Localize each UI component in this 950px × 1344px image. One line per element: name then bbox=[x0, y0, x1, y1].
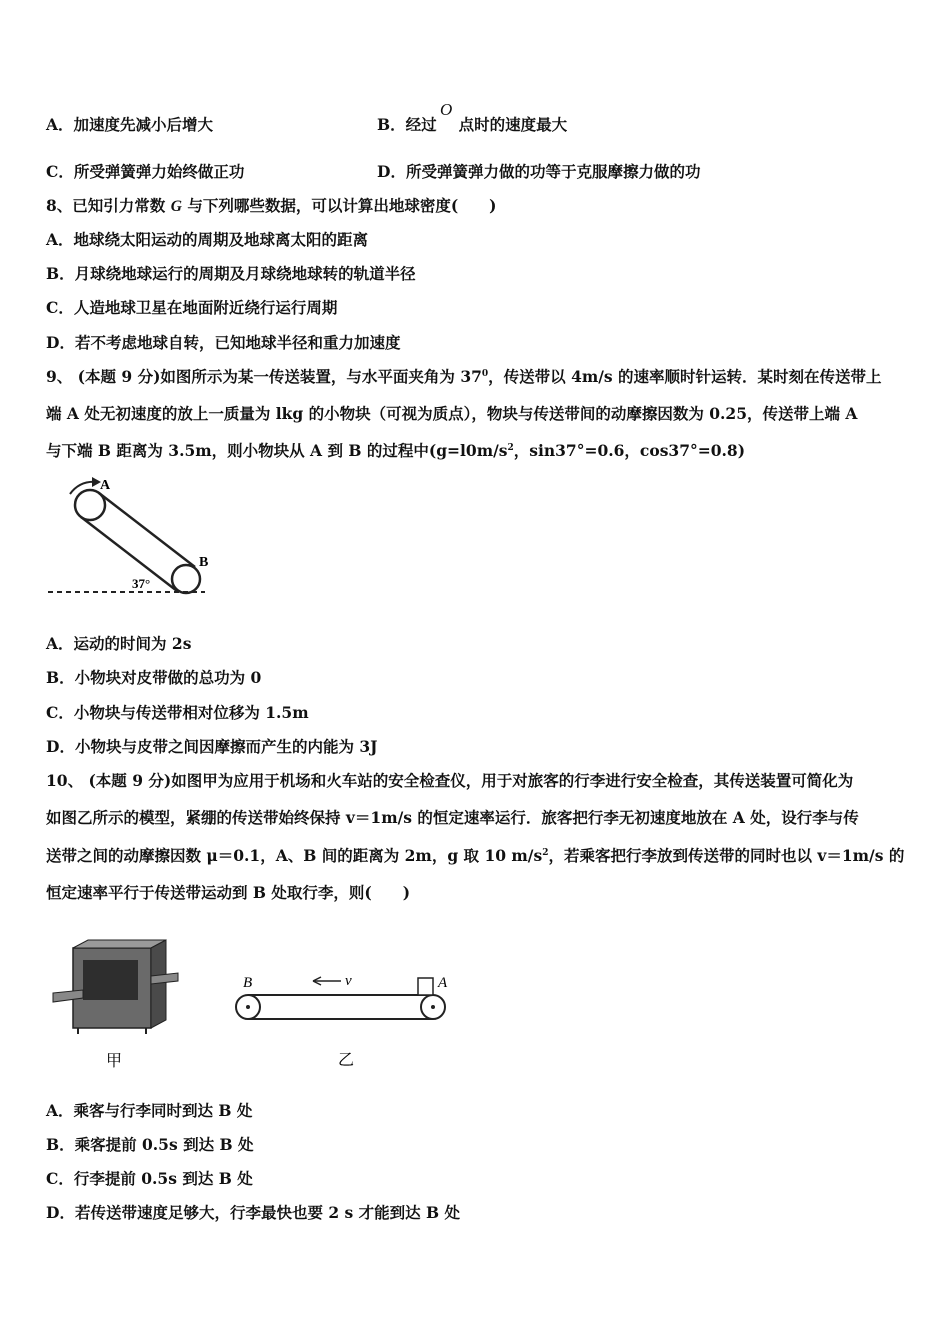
q8-stem-suffix: 与下列哪些数据，可以计算出地球密度( ) bbox=[187, 196, 497, 215]
q7-option-a: A．加速度先减小后增大 bbox=[46, 115, 214, 134]
q8-option-a: A．地球绕太阳运动的周期及地球离太阳的距离 bbox=[46, 230, 369, 249]
q9-line1-tail: ，传送带以 4m/s 的速率顺时针运转．某时刻在传送带上 bbox=[488, 367, 882, 386]
point-o-symbol: O bbox=[440, 100, 453, 119]
scanner-top bbox=[73, 940, 166, 948]
q10-option-a: A．乘客与行李同时到达 B 处 bbox=[46, 1101, 253, 1120]
pulley-b bbox=[172, 565, 200, 593]
q8-stem bbox=[46, 196, 496, 217]
q10-stem-line-3 bbox=[46, 846, 904, 866]
q10-stem-line-4: 恒定速率平行于传送带运动到 B 处取行李，则( ) bbox=[46, 883, 411, 902]
q8-stem-prefix: 8、已知引力常数 bbox=[46, 196, 166, 215]
conveyor-incline-figure bbox=[40, 472, 220, 602]
q9-option-a: A．运动的时间为 2s bbox=[46, 634, 192, 653]
q9-line3-text: 与下端 B 距离为 3.5m，则小物块从 A 到 B 的过程中(g=l0m/s bbox=[46, 441, 508, 460]
q10-line3-text: 送带之间的动摩擦因数 μ＝0.1，A、B 间的距离为 2m，g 取 10 m/s bbox=[46, 846, 543, 865]
q9-stem-line-3 bbox=[46, 441, 745, 461]
caption-yi: 乙 bbox=[338, 1052, 355, 1069]
q9-stem-line-2: 端 A 处无初速度的放上一质量为 lkg 的小物块（可视为质点），物块与传送带间的动摩擦因数为 0.25，传送带上端 A bbox=[46, 404, 858, 423]
conveyor-model-figure bbox=[225, 965, 465, 1075]
q7-option-d: D．所受弹簧弹力做的功等于克服摩擦力做的功 bbox=[377, 162, 701, 181]
q10-option-b: B．乘客提前 0.5s 到达 B 处 bbox=[46, 1135, 254, 1154]
belt-upper bbox=[99, 493, 195, 567]
q10-stem-line-2: 如图乙所示的模型，紧绷的传送带始终保持 v＝1m/s 的恒定速率运行．旅客把行李无初速度地放在 A 处，设行李与传 bbox=[46, 808, 859, 827]
security-scanner-figure bbox=[48, 938, 183, 1073]
label-a: A bbox=[100, 478, 111, 493]
q7-option-b-suffix: 点时的速度最大 bbox=[458, 115, 568, 134]
q8-option-d: D．若不考虑地球自转，已知地球半径和重力加速度 bbox=[46, 333, 401, 352]
q9-line1-text: 9、 (本题 9 分)如图所示为某一传送装置，与水平面夹角为 37 bbox=[46, 367, 482, 386]
caption-jia: 甲 bbox=[106, 1053, 123, 1070]
pulley-left-axle bbox=[246, 1005, 250, 1009]
label-v: v bbox=[345, 973, 352, 989]
q9-option-c: C．小物块与传送带相对位移为 1.5m bbox=[46, 703, 309, 722]
square-superscript: 2 bbox=[542, 847, 549, 858]
q10-option-d: D．若传送带速度足够大，行李最快也要 2 s 才能到达 B 处 bbox=[46, 1203, 461, 1222]
luggage-box bbox=[418, 978, 433, 995]
angle-label: 37° bbox=[132, 576, 151, 591]
q9-square-superscript: 2 bbox=[507, 442, 514, 453]
q7-option-c: C．所受弹簧弹力始终做正功 bbox=[46, 162, 245, 181]
pulley-right-axle bbox=[431, 1005, 435, 1009]
label-b: B bbox=[243, 975, 253, 991]
label-b: B bbox=[199, 555, 209, 570]
belt-lower bbox=[81, 517, 177, 591]
q8-option-b: B．月球绕地球运行的周期及月球绕地球转的轨道半径 bbox=[46, 264, 416, 283]
q10-stem-line-1: 10、 (本题 9 分)如图甲为应用于机场和火车站的安全检查仪，用于对旅客的行李进行安全检查，其传送装置可简化为 bbox=[46, 771, 854, 790]
q7-option-b bbox=[377, 115, 567, 135]
q10-option-c: C．行李提前 0.5s 到达 B 处 bbox=[46, 1169, 253, 1188]
q8-option-c: C．人造地球卫星在地面附近绕行运行周期 bbox=[46, 298, 338, 317]
q9-option-b: B．小物块对皮带做的总功为 0 bbox=[46, 668, 262, 687]
q9-option-d: D．小物块与皮带之间因摩擦而产生的内能为 3J bbox=[46, 737, 378, 756]
scanner-tunnel bbox=[83, 960, 138, 1000]
gravity-constant-symbol: G bbox=[170, 198, 182, 215]
q9-stem-line-1 bbox=[46, 367, 882, 387]
q10-line3-tail: ，若乘客把行李放到传送带的同时也以 v＝1m/s 的 bbox=[548, 846, 905, 865]
q9-line3-tail: ，sin37°=0.6，cos37°=0.8) bbox=[513, 441, 746, 460]
q7-option-b-prefix: B．经过 bbox=[377, 115, 437, 134]
degree-superscript: 0 bbox=[481, 368, 489, 379]
label-a: A bbox=[438, 975, 448, 991]
